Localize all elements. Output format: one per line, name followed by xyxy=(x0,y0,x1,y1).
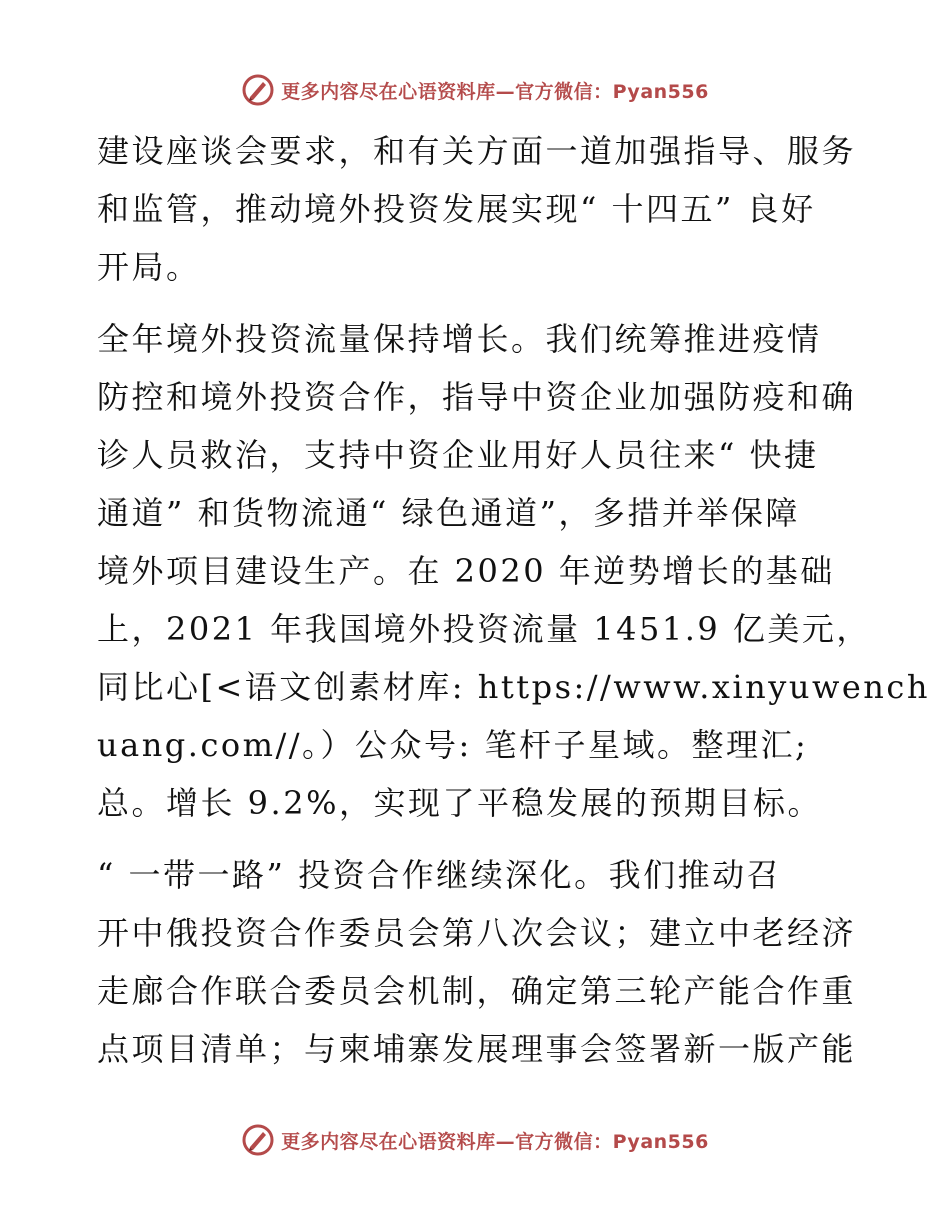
text-line: 开局。 xyxy=(97,248,201,286)
text-line: uang.com//。）公众号: 笔杆子星域。整理汇; xyxy=(97,726,809,764)
text-line: 建设座谈会要求，和有关方面一道加强指导、服务 xyxy=(97,132,857,170)
text-line: 和监管，推动境外投资发展实现“ 十四五” 良好 xyxy=(97,190,816,228)
text-line: 点项目清单；与柬埔寨发展理事会签署新一版产能 xyxy=(97,1030,857,1068)
text-line: 上，2021 年我国境外投资流量 1451.9 亿美元， xyxy=(97,610,871,648)
text-line: “ 一带一路” 投资合作继续深化。我们推动召 xyxy=(97,856,782,894)
text-line: 开中俄投资合作委员会第八次会议；建立中老经济 xyxy=(97,914,857,952)
text-line: 总。增长 9.2%，实现了平稳发展的预期目标。 xyxy=(97,784,822,822)
text-line: 境外项目建设生产。在 2020 年逆势增长的基础 xyxy=(97,552,835,590)
watermark-text: 更多内容尽在心语资料库—官方微信：Pyan556 xyxy=(281,80,709,103)
paragraph-1 xyxy=(97,122,857,296)
text-line: 全年境外投资流量保持增长。我们统筹推进疫情 xyxy=(97,320,822,358)
text-line: 防控和境外投资合作，指导中资企业加强防疫和确 xyxy=(97,378,857,416)
text-line: 诊人员救治，支持中资企业用好人员往来“ 快捷 xyxy=(97,436,819,474)
header-watermark xyxy=(0,70,950,110)
text-line: 通道” 和货物流通“ 绿色通道”，多措并举保障 xyxy=(97,494,800,532)
brush-logo-icon xyxy=(241,1123,275,1157)
text-line: 走廊合作联合委员会机制，确定第三轮产能合作重 xyxy=(97,972,857,1010)
watermark-text: 更多内容尽在心语资料库—官方微信：Pyan556 xyxy=(281,1130,709,1153)
text-line: 同比心[<语文创素材库: https://www.xinyuwench xyxy=(97,668,930,706)
paragraph-3 xyxy=(97,846,857,1078)
brush-logo-icon xyxy=(241,73,275,107)
footer-watermark xyxy=(0,1120,950,1160)
paragraph-2 xyxy=(97,310,930,832)
document-body xyxy=(97,122,930,1092)
